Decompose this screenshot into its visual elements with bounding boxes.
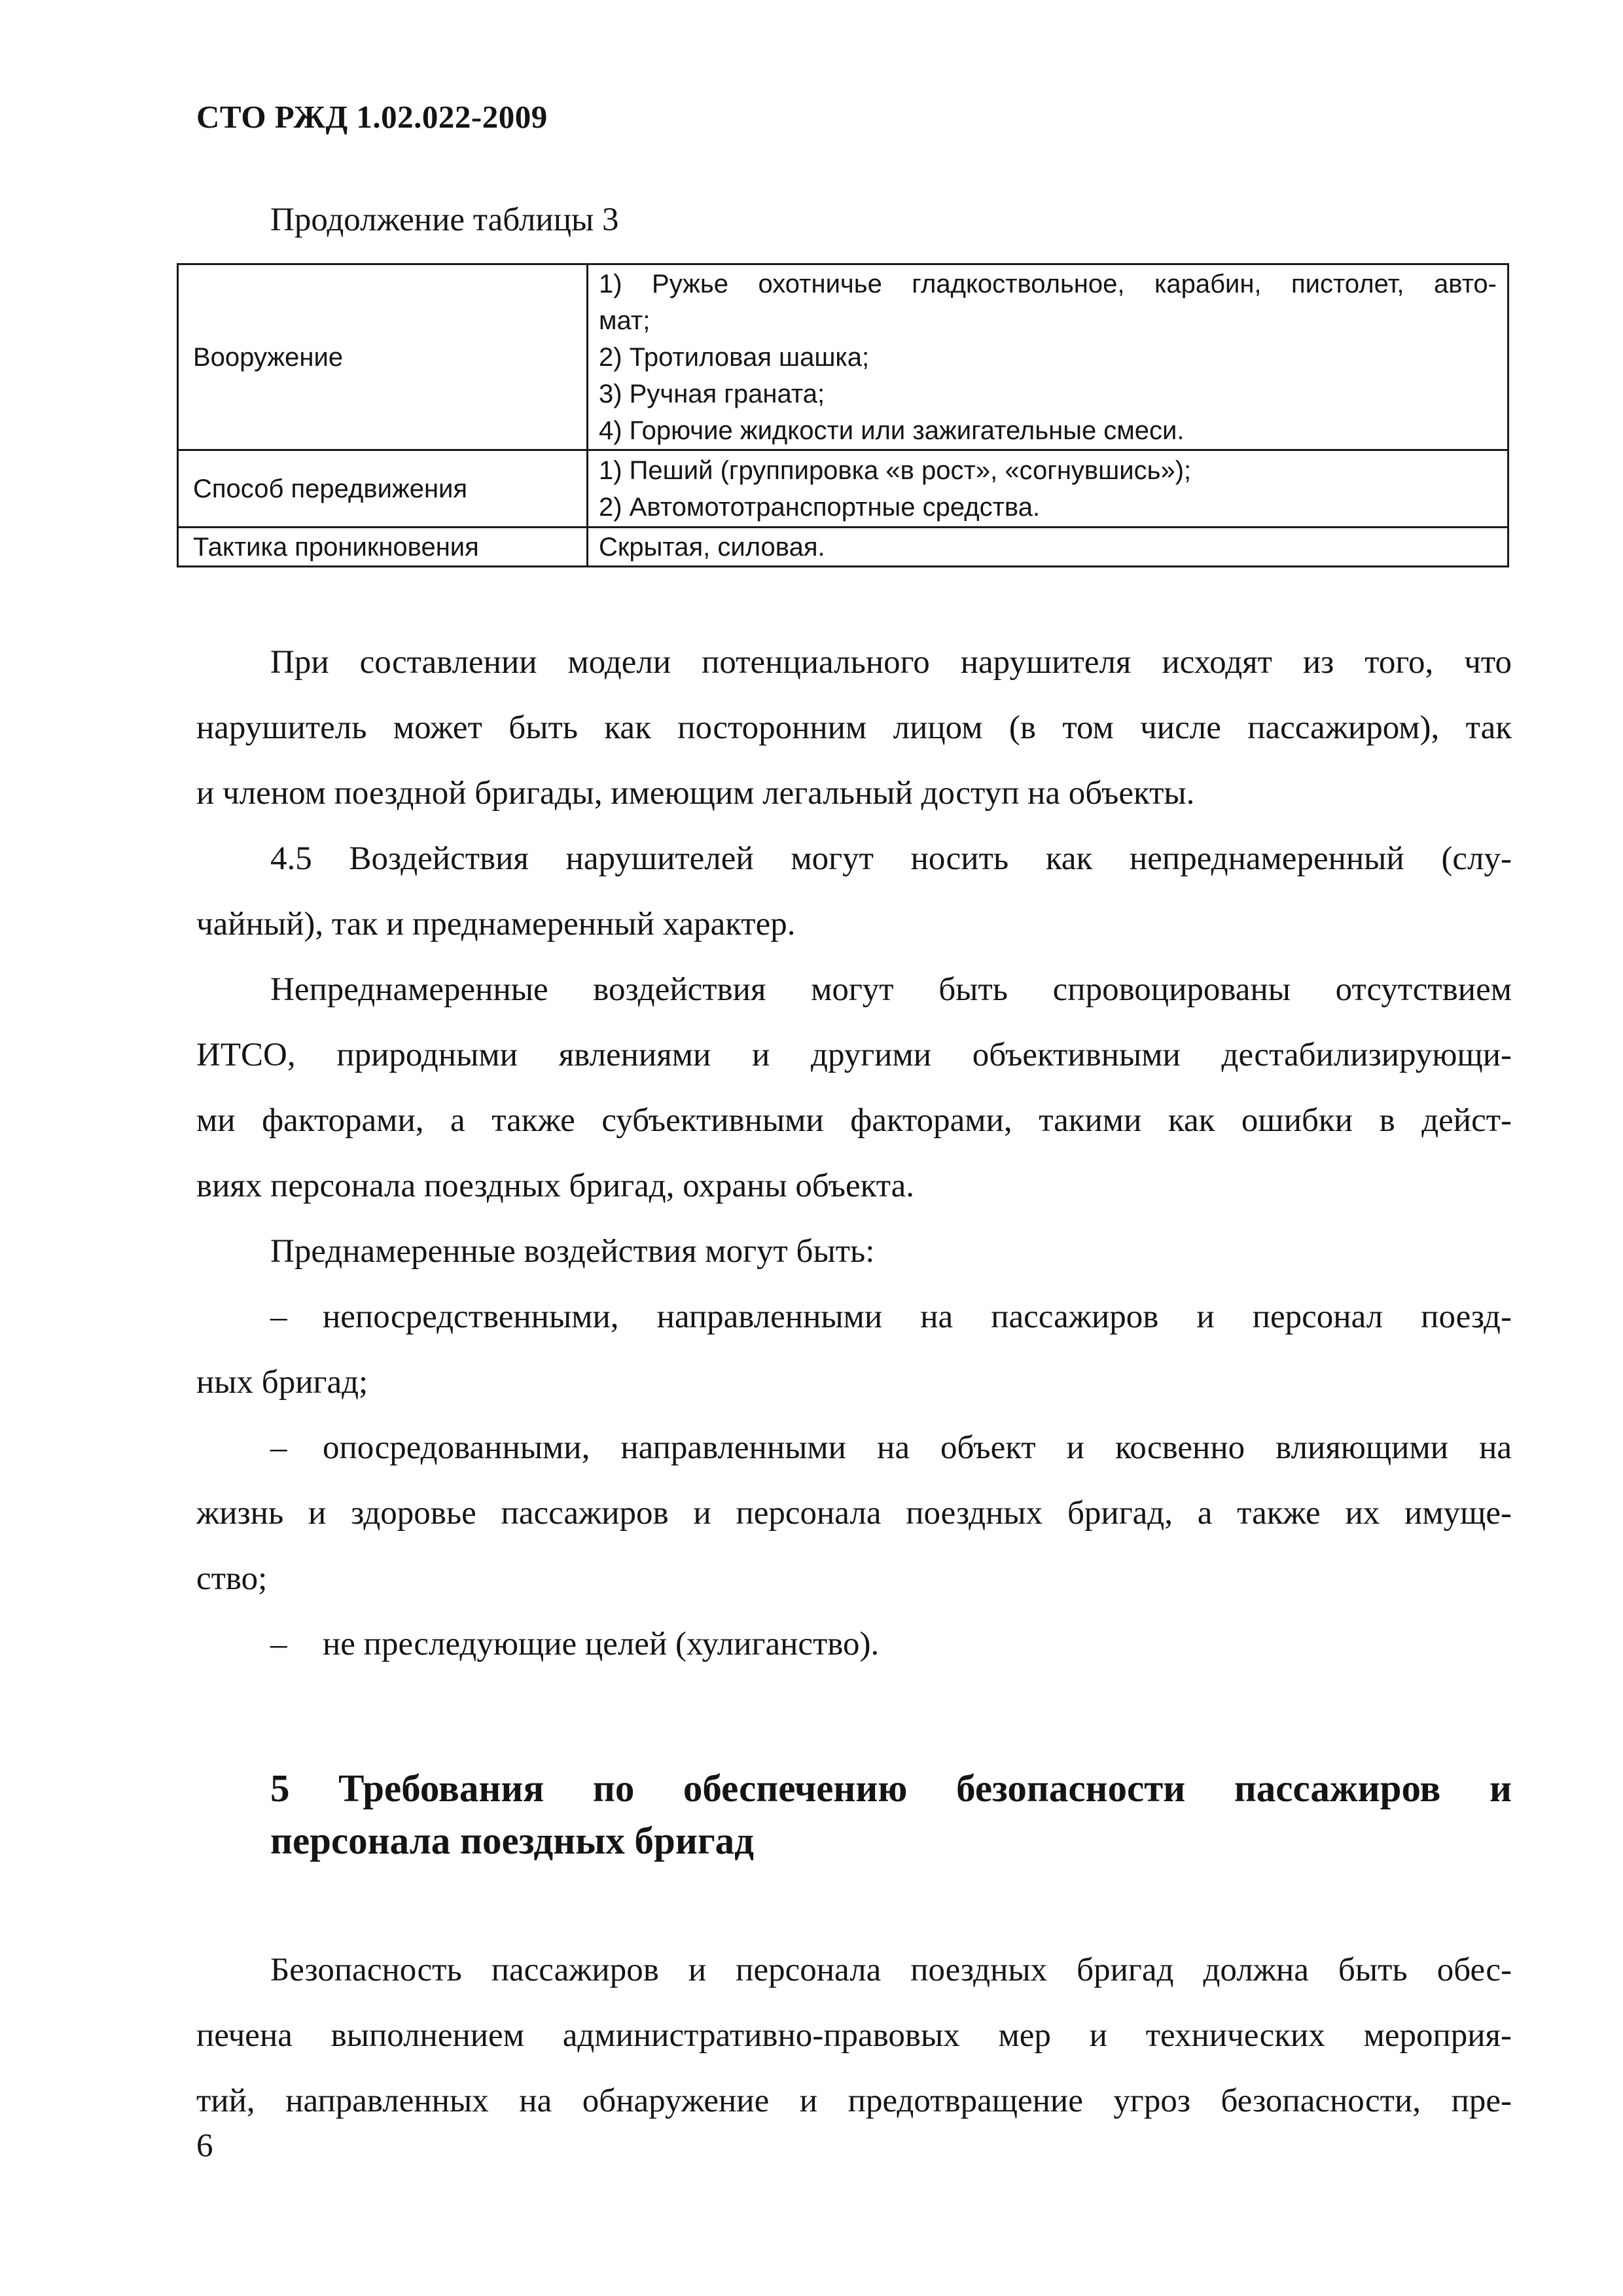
- paragraph-section-5: [196, 1937, 1512, 2134]
- text-line: виях персонала поездных бригад, охраны объекта.: [196, 1168, 915, 1204]
- threat-model-table: [177, 263, 1509, 567]
- text-line: ИТСО, природными явлениями и другими объективными дестабилизирующи-: [196, 1037, 1512, 1073]
- bullet-text: не преследующие целей (хулиганство).: [323, 1626, 880, 1662]
- cell-line: 2) Тротиловая шашка;: [599, 342, 870, 372]
- bullet-text: опосредованными, направленными на объект и косвенно влияющими на: [323, 1429, 1512, 1466]
- cell-line: 1) Пеший (группировка «в рост», «согнувшись»);: [599, 456, 1192, 485]
- section-5-heading: [270, 1762, 1512, 1867]
- text-line: и членом поездной бригады, имеющим легальный доступ на объекты.: [196, 775, 1195, 812]
- dash-bullet: –: [270, 1626, 287, 1662]
- cell-line: мат;: [599, 306, 651, 335]
- table-row: [178, 450, 1508, 528]
- text-line: ных бригад;: [196, 1364, 368, 1401]
- bullet-text: непосредственными, направленными на пассажиров и персонал поезд-: [323, 1299, 1512, 1335]
- cell-line: 1) Ружье охотничье гладкоствольное, карабин, пистолет, авто-: [599, 269, 1497, 298]
- text-line: [196, 1611, 1512, 1677]
- heading-line: 5 Требования по обеспечению безопасности пассажиров и: [270, 1767, 1512, 1810]
- paragraph-intended-impacts-intro: [196, 1219, 1512, 1284]
- text-line: чайный), так и преднамеренный характер.: [196, 906, 796, 942]
- table-cell-value: [588, 450, 1508, 528]
- text-line: печена выполнением административно-правовых мер и технических мероприя-: [196, 2017, 1512, 2054]
- cell-line: 4) Горючие жидкости или зажигательные смеси.: [599, 416, 1185, 445]
- text-line: ство;: [196, 1560, 268, 1597]
- text-line: ми факторами, а также субъективными факторами, такими как ошибки в дейст-: [196, 1102, 1512, 1139]
- table-row: [178, 528, 1508, 567]
- cell-line: 3) Ручная граната;: [599, 379, 825, 408]
- list-item-direct: [196, 1284, 1512, 1415]
- table-cell-label: Вооружение: [178, 264, 588, 450]
- text-line: Безопасность пассажиров и персонала поездных бригад должна быть обес-: [270, 1952, 1512, 1988]
- list-item-hooliganism: [196, 1611, 1512, 1677]
- page-number: 6: [196, 2128, 213, 2164]
- heading-line: персонала поездных бригад: [270, 1819, 754, 1862]
- table-caption: Продолжение таблицы 3: [270, 202, 619, 238]
- dash-bullet: –: [270, 1429, 287, 1466]
- text-line: 4.5 Воздействия нарушителей могут носить как непреднамеренный (слу-: [270, 840, 1512, 877]
- paragraph-intruder-model: [196, 630, 1512, 826]
- list-item-indirect: [196, 1415, 1512, 1611]
- table-cell-value: [588, 528, 1508, 567]
- text-line: тий, направленных на обнаружение и предотвращение угроз безопасности, пре-: [196, 2083, 1512, 2119]
- table-cell-label: Тактика проникновения: [178, 528, 588, 567]
- dash-bullet: –: [270, 1299, 287, 1335]
- cell-line: Скрытая, силовая.: [599, 532, 825, 562]
- text-line: Преднамеренные воздействия могут быть:: [270, 1233, 875, 1270]
- text-line: [196, 1284, 1512, 1350]
- text-line: жизнь и здоровье пассажиров и персонала поездных бригад, а также их имуще-: [196, 1495, 1512, 1532]
- text-line: Непреднамеренные воздействия могут быть спровоцированы отсутствием: [270, 971, 1512, 1008]
- text-line: При составлении модели потенциального нарушителя исходят из того, что: [270, 644, 1512, 681]
- paragraph-4-5: [196, 826, 1512, 957]
- paragraph-unintended-impacts: [196, 957, 1512, 1219]
- document-code-header: СТО РЖД 1.02.022-2009: [196, 99, 548, 135]
- cell-line: 2) Автомототранспортные средства.: [599, 492, 1041, 522]
- text-line: [196, 1415, 1512, 1480]
- text-line: нарушитель может быть как посторонним лицом (в том числе пассажиром), так: [196, 709, 1512, 746]
- table-row: [178, 264, 1508, 450]
- table-cell-label: Способ передвижения: [178, 450, 588, 528]
- table-cell-value: [588, 264, 1508, 450]
